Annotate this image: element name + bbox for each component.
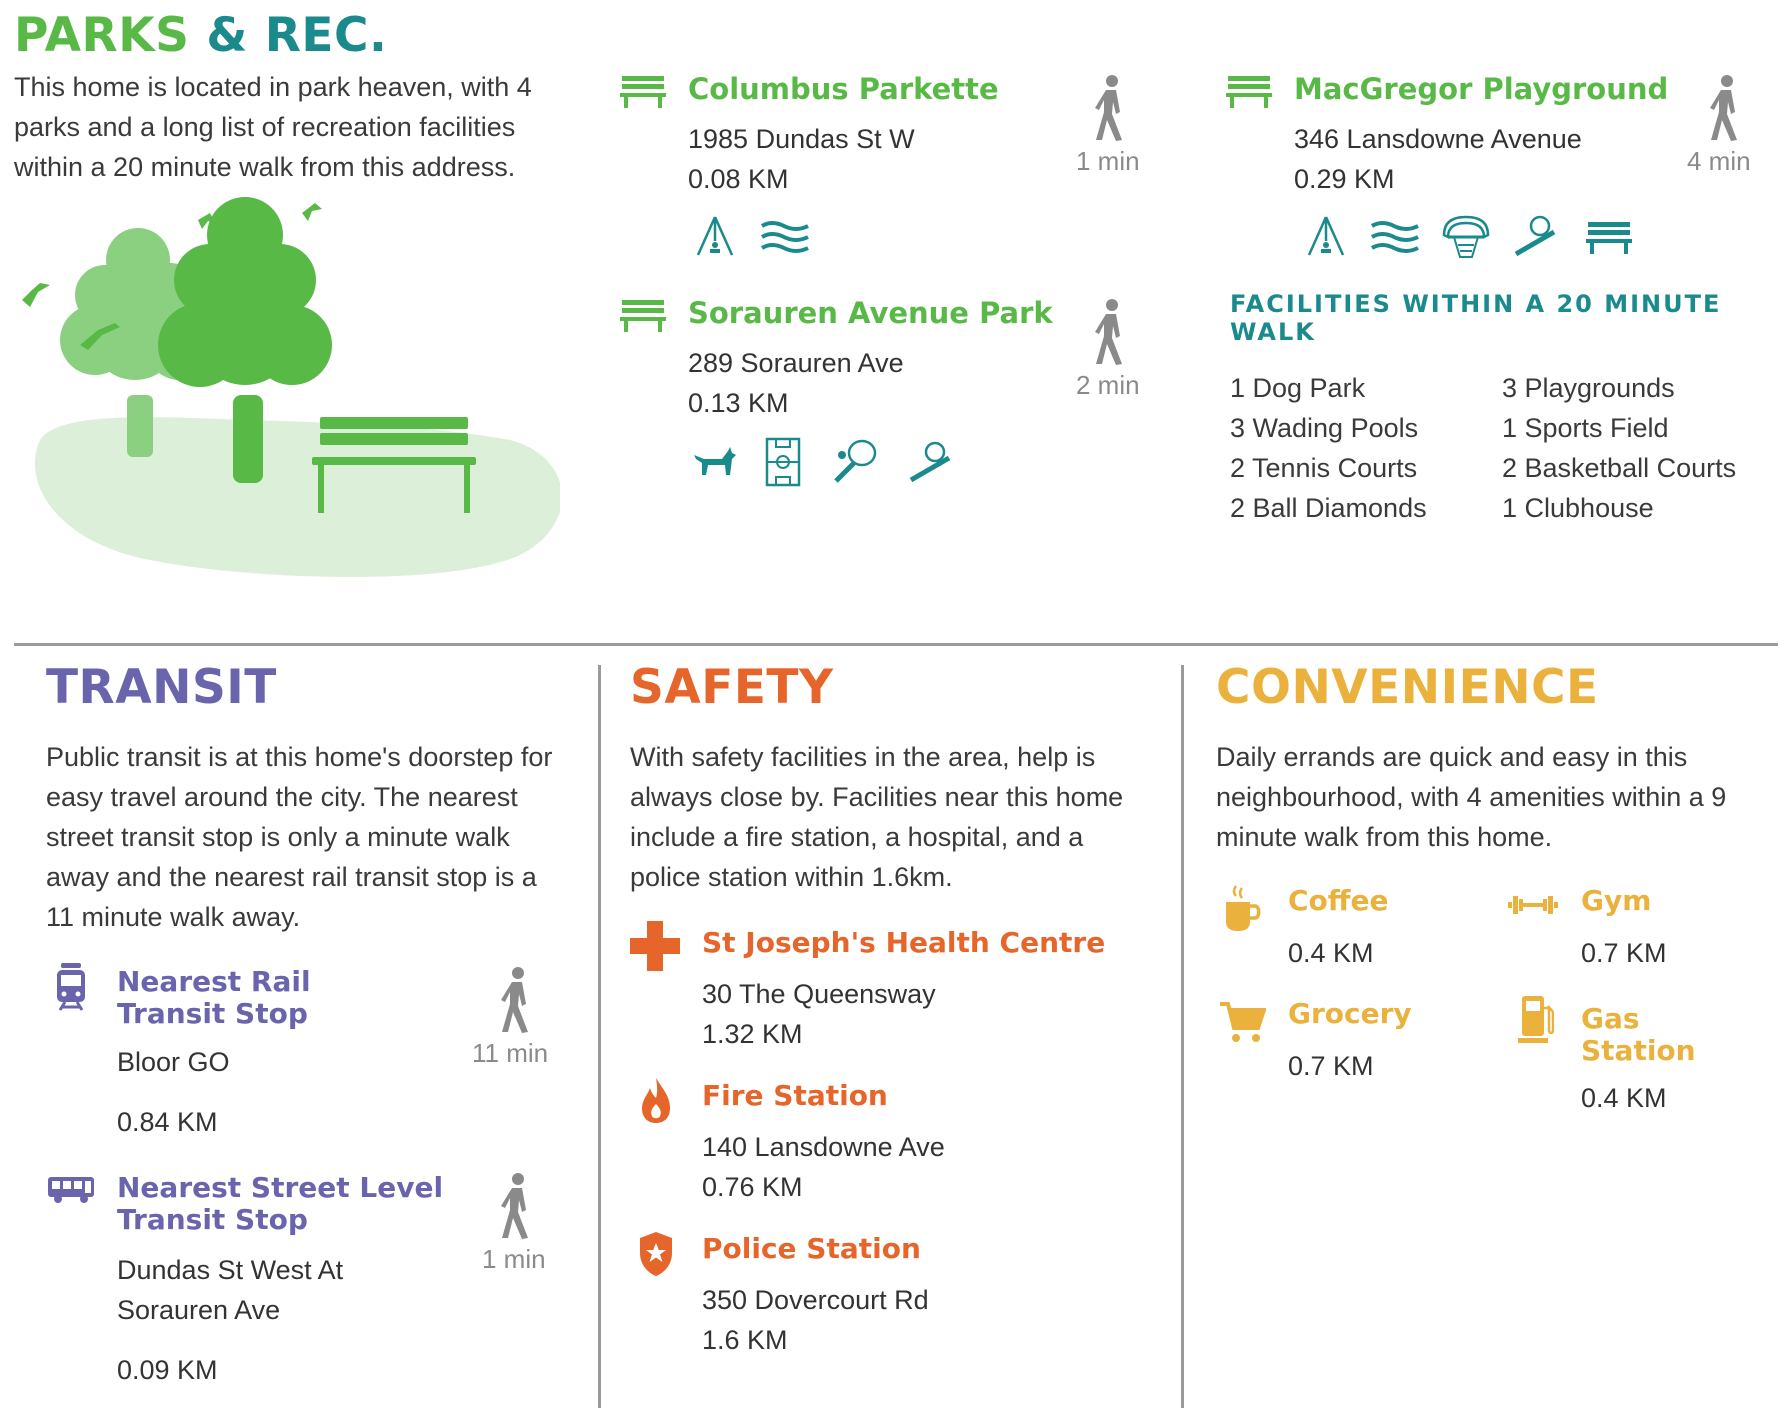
walking-person-icon <box>1090 74 1130 142</box>
transit-title: TRANSIT <box>46 660 277 715</box>
park-name: Sorauren Avenue Park <box>688 296 1053 330</box>
rail-stop-label: Nearest Rail Transit Stop <box>117 965 311 1030</box>
basketball-icon <box>1440 213 1492 259</box>
park-address: 1985 Dundas St W <box>688 124 915 154</box>
safety-facility-distance: 1.32 KM <box>702 1019 803 1049</box>
bench-icon <box>1226 74 1272 108</box>
playground-swing-icon <box>695 215 735 257</box>
facility-item: 1 Clubhouse <box>1502 493 1654 523</box>
coffee-icon <box>1222 884 1262 932</box>
park-address: 346 Lansdowne Avenue <box>1294 124 1582 154</box>
facility-item: 3 Playgrounds <box>1502 373 1675 403</box>
safety-facility-name: Police Station <box>702 1232 921 1265</box>
rail-stop-name: Bloor GO <box>117 1047 230 1077</box>
walk-time: 11 min <box>472 1038 549 1068</box>
playground-swing-icon <box>1306 215 1346 257</box>
walk-time: 1 min <box>1076 146 1140 176</box>
tennis-icon <box>830 437 880 485</box>
amenity-name: Gas Station <box>1581 1002 1696 1067</box>
facility-item: 1 Sports Field <box>1502 413 1669 443</box>
transit-intro: Public transit is at this home's doorstep for easy travel around the city. The nearest street transit stop is only a minute walk away and the nearest rail transit stop is a 11 minute walk away. <box>46 742 553 932</box>
amenity-name: Coffee <box>1288 884 1389 917</box>
walk-time: 1 min <box>482 1244 546 1274</box>
facility-item: 2 Ball Diamonds <box>1230 493 1427 523</box>
facilities-right-list <box>1502 368 1736 528</box>
dog-park-icon <box>690 445 738 479</box>
walking-person-icon <box>496 966 536 1034</box>
walking-person-icon <box>1705 74 1745 142</box>
safety-facility-name: Fire Station <box>702 1079 888 1112</box>
facility-item: 2 Basketball Courts <box>1502 453 1737 483</box>
clubhouse-bench-icon <box>1586 220 1632 254</box>
park-distance: 0.08 KM <box>688 164 789 194</box>
safety-facility-address: 350 Dovercourt Rd <box>702 1285 929 1315</box>
baseball-icon <box>1510 214 1560 258</box>
baseball-icon <box>905 440 955 484</box>
walk-time: 4 min <box>1687 146 1751 176</box>
facility-item: 1 Dog Park <box>1230 373 1366 403</box>
gym-dumbbell-icon <box>1508 892 1558 918</box>
safety-facility-distance: 0.76 KM <box>702 1172 803 1202</box>
walk-time: 2 min <box>1076 370 1140 400</box>
parks-intro: This home is located in park heaven, with 4 parks and a long list of recreation facilities within a 20 minute walk from this address. <box>14 72 532 182</box>
column-divider <box>1181 665 1184 1408</box>
amenity-name: Grocery <box>1288 997 1412 1030</box>
wading-pool-icon <box>1370 220 1420 254</box>
facilities-left-list <box>1230 368 1427 528</box>
walking-person-icon <box>496 1172 536 1240</box>
safety-facility-distance: 1.6 KM <box>702 1325 788 1355</box>
convenience-title: CONVENIENCE <box>1216 660 1599 715</box>
parks-title: PARKS & REC. <box>14 8 388 63</box>
sports-field-icon <box>765 437 801 487</box>
rail-stop-distance: 0.84 KM <box>117 1107 218 1137</box>
street-stop-name: Dundas St West At Sorauren Ave <box>117 1255 344 1325</box>
park-illustration <box>20 195 560 590</box>
hospital-cross-icon <box>630 921 680 971</box>
amenity-distance: 0.7 KM <box>1288 1051 1374 1081</box>
street-stop-label: Nearest Street Level Transit Stop <box>117 1171 444 1236</box>
facilities-title: FACILITIES WITHIN A 20 MINUTE WALK <box>1230 290 1722 346</box>
amenity-distance: 0.4 KM <box>1581 1083 1667 1113</box>
bench-icon <box>620 74 666 108</box>
amenity-distance: 0.7 KM <box>1581 938 1667 968</box>
safety-facility-address: 140 Lansdowne Ave <box>702 1132 945 1162</box>
amenity-distance: 0.4 KM <box>1288 938 1374 968</box>
walking-person-icon <box>1090 298 1130 366</box>
facility-item: 2 Tennis Courts <box>1230 453 1418 483</box>
grocery-cart-icon <box>1218 1000 1266 1044</box>
fire-icon <box>640 1076 672 1124</box>
safety-facility-address: 30 The Queensway <box>702 979 936 1009</box>
bus-icon <box>46 1175 96 1205</box>
park-distance: 0.29 KM <box>1294 164 1395 194</box>
wading-pool-icon <box>760 220 810 254</box>
safety-facility-name: St Joseph's Health Centre <box>702 926 1106 959</box>
park-name: Columbus Parkette <box>688 72 999 106</box>
street-stop-distance: 0.09 KM <box>117 1355 218 1385</box>
safety-title: SAFETY <box>630 660 834 715</box>
bench-icon <box>620 298 666 332</box>
train-icon <box>54 962 88 1012</box>
park-distance: 0.13 KM <box>688 388 789 418</box>
facility-item: 3 Wading Pools <box>1230 413 1419 443</box>
safety-intro: With safety facilities in the area, help is always close by. Facilities near this home include a fire station, a hospital, and a police station within 1.6km. <box>630 742 1124 892</box>
park-address: 289 Sorauren Ave <box>688 348 904 378</box>
gas-pump-icon <box>1518 994 1554 1046</box>
police-shield-icon <box>638 1231 674 1277</box>
column-divider <box>598 665 601 1408</box>
park-name: MacGregor Playground <box>1294 72 1669 106</box>
convenience-intro: Daily errands are quick and easy in this neighbourhood, with 4 amenities within a 9 minute walk from this home. <box>1216 742 1727 852</box>
section-divider <box>14 643 1778 646</box>
amenity-name: Gym <box>1581 884 1652 917</box>
